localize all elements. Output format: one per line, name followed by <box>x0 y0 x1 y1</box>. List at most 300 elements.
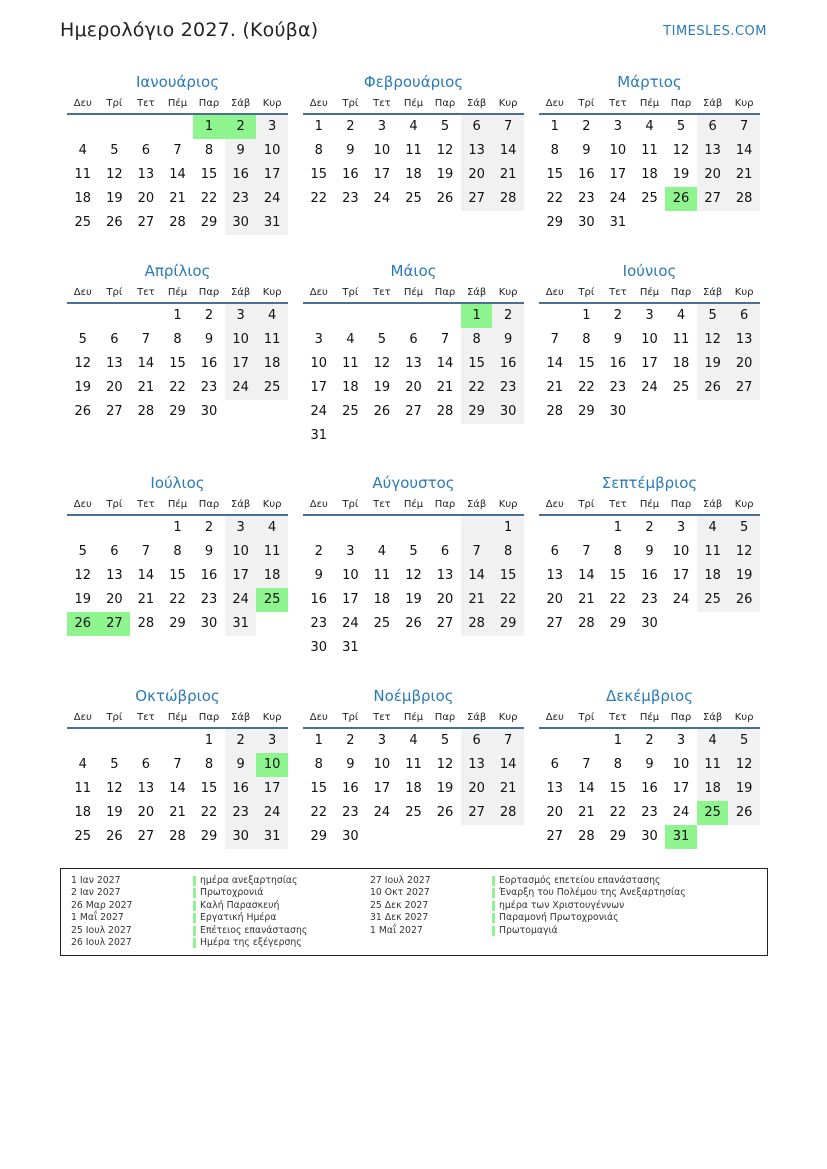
day-cell: 24 <box>672 805 690 820</box>
weekday-label: Πέμ <box>167 711 188 723</box>
empty-cell <box>634 211 666 235</box>
weekday-label: Παρ <box>434 286 456 298</box>
brand-link[interactable]: TIMESLES.COM <box>663 24 767 39</box>
empty-cell <box>539 516 571 540</box>
month-2 <box>303 71 524 211</box>
day-cell: 10 <box>342 568 359 583</box>
weekday-label: Τρί <box>578 97 595 109</box>
day-cell: 14 <box>436 356 454 371</box>
day-cell: 16 <box>225 163 257 187</box>
weekday-label: Σάβ <box>466 498 487 510</box>
day-cell: 3 <box>346 544 355 559</box>
legend-date: 2 Ιαν 2027 <box>71 887 121 899</box>
day-cell: 8 <box>314 143 323 158</box>
weekday-label: Σάβ <box>466 286 487 298</box>
weekday-label: Δευ <box>309 286 328 298</box>
empty-cell <box>697 825 729 849</box>
weekday-label: Δευ <box>73 97 92 109</box>
empty-cell <box>728 211 760 235</box>
month-name: Μάρτιος <box>617 73 682 91</box>
weekday-label: Κυρ <box>498 97 518 109</box>
day-cell: 29 <box>461 400 493 424</box>
weekday-label: Κυρ <box>262 711 282 723</box>
day-grid <box>303 516 524 660</box>
weekday-label: Δευ <box>73 286 92 298</box>
empty-cell <box>697 400 729 424</box>
day-cell: 4 <box>346 332 355 347</box>
day-grid <box>539 304 760 424</box>
day-cell: 3 <box>645 308 654 323</box>
day-cell: 7 <box>141 544 151 559</box>
day-cell: 20 <box>137 191 155 206</box>
weekday-header <box>539 282 760 304</box>
month-name: Μάιος <box>390 262 437 280</box>
empty-cell <box>461 636 493 660</box>
day-cell: 2 <box>582 119 591 134</box>
day-cell: 24 <box>310 404 328 419</box>
day-cell: 2 <box>645 520 654 535</box>
week-row <box>539 304 760 328</box>
day-grid <box>303 115 524 211</box>
empty-cell <box>99 516 131 540</box>
day-cell: 17 <box>373 167 391 182</box>
day-cell: 1 <box>173 520 182 535</box>
day-cell: 14 <box>461 564 493 588</box>
weekday-label: Παρ <box>198 286 220 298</box>
day-cell: 31 <box>609 215 627 230</box>
week-row <box>303 328 524 352</box>
legend-holiday-name: ημέρα ανεξαρτησίας <box>193 875 298 887</box>
day-cell: 5 <box>409 544 418 559</box>
empty-cell <box>429 636 461 660</box>
day-cell: 2 <box>492 304 524 328</box>
day-cell: 12 <box>728 540 760 564</box>
day-cell: 25 <box>641 191 658 206</box>
day-cell: 27 <box>137 215 155 230</box>
day-cell: 13 <box>106 568 123 583</box>
day-cell: 25 <box>697 801 729 825</box>
day-cell: 24 <box>672 592 690 607</box>
day-cell: 11 <box>74 781 92 796</box>
week-row <box>539 328 760 352</box>
day-cell: 6 <box>409 332 418 347</box>
day-cell: 21 <box>578 805 595 820</box>
day-cell: 10 <box>225 328 257 352</box>
day-cell: 8 <box>550 143 559 158</box>
day-cell: 12 <box>405 568 422 583</box>
day-cell: 28 <box>578 829 595 844</box>
day-grid <box>539 115 760 235</box>
weekday-label: Παρ <box>198 711 220 723</box>
day-cell: 17 <box>225 352 257 376</box>
day-cell: 23 <box>641 805 658 820</box>
day-cell: 30 <box>641 616 658 631</box>
day-cell: 23 <box>609 380 627 395</box>
day-cell: 18 <box>74 191 92 206</box>
empty-cell <box>398 825 430 849</box>
week-row <box>67 516 288 540</box>
day-cell: 8 <box>204 143 214 158</box>
day-cell: 7 <box>582 544 591 559</box>
day-cell: 20 <box>137 805 155 820</box>
day-cell: 12 <box>697 328 729 352</box>
month-6 <box>539 260 760 424</box>
day-cell: 26 <box>106 215 123 230</box>
day-cell: 25 <box>74 215 92 230</box>
day-cell: 10 <box>256 753 288 777</box>
legend-item <box>71 937 371 949</box>
day-cell: 1 <box>204 733 214 748</box>
legend-holiday-name: Ημέρα της εξέγερσης <box>193 937 302 949</box>
empty-cell <box>303 516 335 540</box>
day-cell: 23 <box>200 380 218 395</box>
weekday-label: Πέμ <box>639 97 660 109</box>
day-cell: 20 <box>405 380 422 395</box>
day-cell: 6 <box>461 729 493 753</box>
empty-cell <box>571 729 603 753</box>
day-cell: 29 <box>169 616 186 631</box>
legend-item <box>370 925 760 937</box>
day-cell: 3 <box>676 733 686 748</box>
day-cell: 22 <box>578 380 595 395</box>
day-cell: 28 <box>137 616 155 631</box>
day-cell: 7 <box>728 115 760 139</box>
day-cell: 11 <box>342 356 359 371</box>
day-cell: 3 <box>256 115 288 139</box>
day-cell: 27 <box>697 187 729 211</box>
day-cell: 8 <box>613 544 623 559</box>
day-cell: 9 <box>645 757 654 772</box>
day-cell: 29 <box>578 404 595 419</box>
weekday-label: Πέμ <box>639 711 660 723</box>
day-cell: 1 <box>550 119 559 134</box>
day-cell: 13 <box>697 139 729 163</box>
day-cell: 7 <box>173 143 182 158</box>
legend-holiday-name: Πρωτοχρονιά <box>193 887 263 899</box>
day-cell: 2 <box>225 729 257 753</box>
day-cell: 4 <box>645 119 654 134</box>
day-cell: 11 <box>697 540 729 564</box>
day-cell: 19 <box>697 352 729 376</box>
weekday-label: Πέμ <box>403 711 424 723</box>
day-cell: 17 <box>256 777 288 801</box>
day-cell: 13 <box>461 753 493 777</box>
empty-cell <box>697 612 729 636</box>
week-row <box>67 540 288 564</box>
month-11 <box>303 685 524 849</box>
empty-cell <box>335 304 367 328</box>
week-row <box>67 211 288 235</box>
day-cell: 8 <box>173 332 182 347</box>
weekday-label: Κυρ <box>498 286 518 298</box>
empty-cell <box>728 825 760 849</box>
day-cell: 9 <box>204 544 214 559</box>
day-cell: 23 <box>578 191 595 206</box>
month-9 <box>539 472 760 636</box>
weekday-label: Τετ <box>373 711 391 723</box>
empty-cell <box>429 304 461 328</box>
day-cell: 19 <box>74 592 92 607</box>
weekday-label: Σάβ <box>466 711 487 723</box>
day-grid <box>67 115 288 235</box>
weekday-label: Τρί <box>578 711 595 723</box>
weekday-label: Παρ <box>670 286 692 298</box>
day-cell: 9 <box>346 143 355 158</box>
day-cell: 25 <box>74 829 92 844</box>
day-cell: 1 <box>173 308 182 323</box>
weekday-label: Παρ <box>198 498 220 510</box>
day-cell: 3 <box>225 304 257 328</box>
day-cell: 2 <box>346 733 355 748</box>
day-cell: 6 <box>550 757 559 772</box>
weekday-header <box>303 282 524 304</box>
day-cell: 4 <box>409 733 418 748</box>
day-cell: 21 <box>492 777 524 801</box>
legend-date: 26 Μαρ 2027 <box>71 899 133 911</box>
day-cell: 18 <box>74 805 92 820</box>
day-cell: 17 <box>225 564 257 588</box>
week-row <box>539 163 760 187</box>
day-cell: 1 <box>613 520 623 535</box>
empty-cell <box>665 612 697 636</box>
day-cell: 17 <box>342 592 359 607</box>
day-cell: 5 <box>377 332 387 347</box>
day-cell: 1 <box>582 308 591 323</box>
day-cell: 10 <box>310 356 328 371</box>
legend-item <box>71 900 371 912</box>
day-cell: 13 <box>137 781 155 796</box>
day-grid <box>303 304 524 448</box>
weekday-label: Δευ <box>545 97 564 109</box>
day-cell: 12 <box>436 757 454 772</box>
day-cell: 15 <box>578 356 595 371</box>
week-row <box>539 400 760 424</box>
day-cell: 4 <box>377 544 387 559</box>
weekday-label: Δευ <box>309 498 328 510</box>
day-cell: 9 <box>613 332 623 347</box>
day-cell: 4 <box>256 516 288 540</box>
day-cell: 14 <box>492 753 524 777</box>
day-cell: 9 <box>582 143 591 158</box>
week-row <box>67 801 288 825</box>
day-cell: 11 <box>405 143 422 158</box>
weekday-label: Σάβ <box>230 286 251 298</box>
day-grid <box>539 516 760 636</box>
day-cell: 14 <box>137 568 155 583</box>
weekday-label: Πέμ <box>403 286 424 298</box>
weekday-label: Δευ <box>73 498 92 510</box>
day-cell: 24 <box>342 616 359 631</box>
week-row <box>303 516 524 540</box>
week-row <box>303 139 524 163</box>
day-cell: 5 <box>440 733 450 748</box>
week-row <box>303 163 524 187</box>
empty-cell <box>162 729 194 753</box>
legend-holiday-name: ημέρα των Χριστουγέννων <box>492 900 624 912</box>
day-cell: 19 <box>728 777 760 801</box>
weekday-label: Πέμ <box>167 97 188 109</box>
day-cell: 12 <box>728 753 760 777</box>
day-cell: 30 <box>609 404 627 419</box>
weekday-label: Σάβ <box>702 286 723 298</box>
empty-cell <box>225 400 257 424</box>
holiday-legend <box>60 868 768 956</box>
empty-cell <box>99 729 131 753</box>
month-8 <box>303 472 524 660</box>
weekday-label: Τετ <box>373 498 391 510</box>
empty-cell <box>398 516 430 540</box>
day-cell: 26 <box>697 376 729 400</box>
weekday-label: Σάβ <box>702 711 723 723</box>
day-cell: 5 <box>728 516 760 540</box>
legend-item <box>370 912 760 924</box>
week-row <box>303 400 524 424</box>
day-cell: 1 <box>314 119 323 134</box>
day-cell: 20 <box>546 805 564 820</box>
day-cell: 11 <box>74 167 92 182</box>
day-cell: 26 <box>436 805 454 820</box>
day-cell: 14 <box>578 781 595 796</box>
day-cell: 26 <box>665 187 697 211</box>
day-cell: 12 <box>74 356 92 371</box>
day-cell: 7 <box>173 757 182 772</box>
day-cell: 30 <box>200 616 218 631</box>
day-cell: 29 <box>200 829 218 844</box>
day-cell: 14 <box>492 139 524 163</box>
weekday-label: Τρί <box>578 498 595 510</box>
week-row <box>67 612 288 636</box>
day-cell: 3 <box>676 520 686 535</box>
legend-date: 1 Μαΐ 2027 <box>71 912 124 924</box>
week-row <box>67 753 288 777</box>
day-cell: 5 <box>697 304 729 328</box>
day-cell: 11 <box>641 143 658 158</box>
day-cell: 2 <box>346 119 355 134</box>
day-cell: 30 <box>225 825 257 849</box>
day-cell: 2 <box>225 115 257 139</box>
day-cell: 27 <box>106 404 123 419</box>
weekday-label: Τρί <box>578 286 595 298</box>
day-cell: 31 <box>256 211 288 235</box>
day-cell: 24 <box>609 191 627 206</box>
weekday-label: Παρ <box>670 498 692 510</box>
day-cell: 23 <box>342 191 359 206</box>
day-cell: 4 <box>256 304 288 328</box>
day-cell: 3 <box>377 733 387 748</box>
day-cell: 25 <box>342 404 359 419</box>
legend-holiday-name: Πρωτομαγιά <box>492 925 558 937</box>
day-cell: 22 <box>310 191 328 206</box>
day-cell: 22 <box>310 805 328 820</box>
empty-cell <box>429 825 461 849</box>
week-row <box>303 729 524 753</box>
day-cell: 18 <box>256 352 288 376</box>
day-cell: 29 <box>310 829 328 844</box>
empty-cell <box>162 115 194 139</box>
day-cell: 27 <box>546 616 564 631</box>
day-cell: 7 <box>582 757 591 772</box>
weekday-label: Σάβ <box>230 498 251 510</box>
day-cell: 29 <box>492 612 524 636</box>
day-cell: 6 <box>697 115 729 139</box>
legend-item <box>370 875 760 887</box>
page-title: Ημερολόγιο 2027. (Κούβα) <box>60 19 319 41</box>
day-cell: 11 <box>256 540 288 564</box>
weekday-label: Τετ <box>373 286 391 298</box>
day-cell: 7 <box>461 540 493 564</box>
day-cell: 18 <box>641 167 658 182</box>
day-cell: 21 <box>461 588 493 612</box>
day-cell: 3 <box>256 729 288 753</box>
day-cell: 30 <box>225 211 257 235</box>
legend-item <box>370 900 760 912</box>
day-cell: 5 <box>110 143 119 158</box>
weekday-label: Κυρ <box>498 498 518 510</box>
month-1 <box>67 71 288 235</box>
month-name: Δεκέμβριος <box>605 687 693 705</box>
day-cell: 17 <box>310 380 328 395</box>
day-cell: 28 <box>436 404 454 419</box>
day-cell: 30 <box>200 404 218 419</box>
weekday-label: Τρί <box>342 711 359 723</box>
empty-cell <box>429 424 461 448</box>
day-cell: 24 <box>225 588 257 612</box>
day-cell: 16 <box>641 568 658 583</box>
day-cell: 28 <box>137 404 155 419</box>
day-cell: 27 <box>99 612 131 636</box>
day-cell: 31 <box>342 640 359 655</box>
empty-cell <box>303 304 335 328</box>
weekday-label: Πέμ <box>167 498 188 510</box>
day-cell: 2 <box>204 520 214 535</box>
weekday-header <box>303 494 524 516</box>
day-cell: 20 <box>461 163 493 187</box>
day-cell: 9 <box>314 568 323 583</box>
day-cell: 28 <box>728 187 760 211</box>
day-cell: 9 <box>225 139 257 163</box>
day-cell: 29 <box>200 215 218 230</box>
day-cell: 9 <box>225 753 257 777</box>
empty-cell <box>728 400 760 424</box>
day-cell: 5 <box>78 544 87 559</box>
day-cell: 1 <box>193 115 225 139</box>
day-cell: 2 <box>613 308 623 323</box>
day-cell: 3 <box>377 119 387 134</box>
legend-item <box>71 875 371 887</box>
month-name: Ιούνιος <box>622 262 677 280</box>
empty-cell <box>67 729 99 753</box>
week-row <box>67 825 288 849</box>
weekday-label: Κυρ <box>262 97 282 109</box>
day-cell: 9 <box>492 328 524 352</box>
month-name: Φεβρουάριος <box>363 73 464 91</box>
day-cell: 23 <box>310 616 328 631</box>
day-cell: 12 <box>74 568 92 583</box>
day-cell: 17 <box>641 356 658 371</box>
day-cell: 22 <box>200 805 218 820</box>
empty-cell <box>728 612 760 636</box>
empty-cell <box>539 729 571 753</box>
day-cell: 31 <box>225 612 257 636</box>
day-cell: 18 <box>697 564 729 588</box>
day-cell: 8 <box>314 757 323 772</box>
day-grid <box>67 729 288 849</box>
empty-cell <box>665 400 697 424</box>
day-cell: 21 <box>492 163 524 187</box>
day-cell: 30 <box>578 215 595 230</box>
weekday-label: Κυρ <box>734 711 754 723</box>
legend-column-left <box>71 875 371 949</box>
